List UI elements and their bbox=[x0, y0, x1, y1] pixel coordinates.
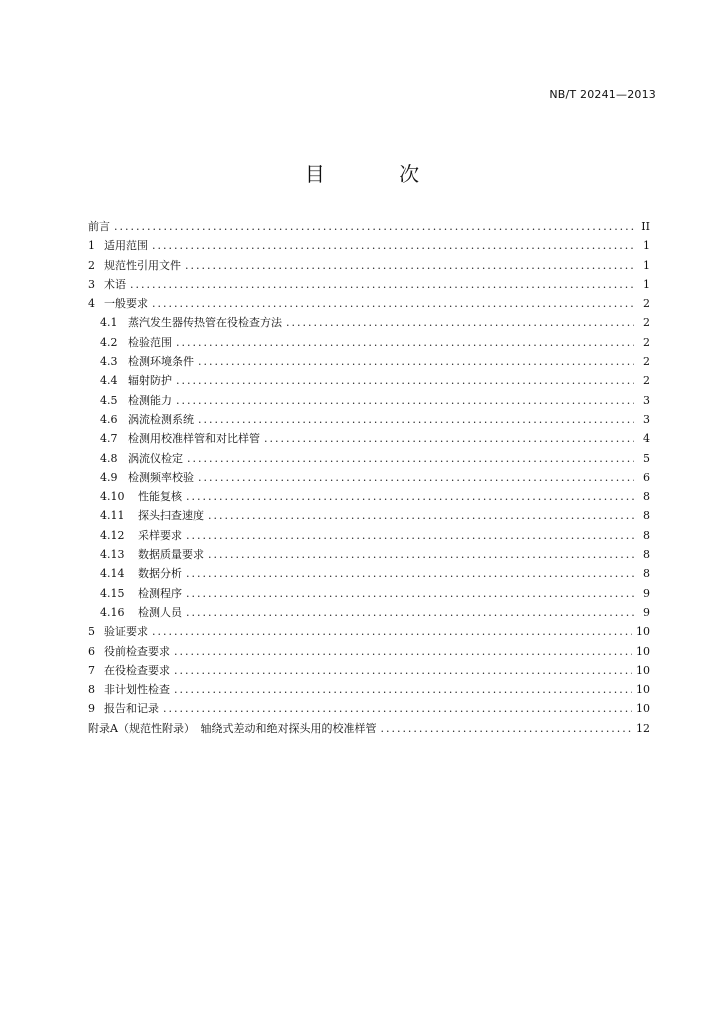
toc-entry-label: 一般要求 bbox=[104, 297, 148, 311]
toc-entry-number: 2 bbox=[88, 258, 95, 272]
toc-leader-dots bbox=[208, 509, 634, 522]
toc-entry-number: 4.14 bbox=[100, 567, 125, 581]
toc-leader-dots bbox=[286, 316, 634, 329]
toc-entry-label: 涡流检测系统 bbox=[128, 412, 194, 426]
toc-entry[interactable] bbox=[88, 488, 650, 507]
toc-entry-number: 5 bbox=[88, 625, 95, 639]
toc-entry-label: 前言 bbox=[88, 220, 110, 233]
toc-entry[interactable] bbox=[88, 604, 650, 623]
toc-entry-page: 3 bbox=[643, 412, 650, 426]
toc-entry[interactable] bbox=[88, 527, 650, 546]
toc-leader-dots bbox=[152, 239, 634, 252]
toc-entry-label: 在役检查要求 bbox=[104, 663, 170, 677]
toc-entry-page: 12 bbox=[636, 721, 650, 735]
toc-entry[interactable] bbox=[88, 469, 650, 488]
toc-entry[interactable] bbox=[88, 257, 650, 276]
toc-entry-number: 4.16 bbox=[100, 605, 125, 619]
toc-entry-page: 4 bbox=[643, 432, 650, 446]
toc-leader-dots bbox=[152, 297, 634, 310]
toc-entry[interactable] bbox=[88, 334, 650, 353]
toc-entry-page: 9 bbox=[643, 605, 650, 619]
toc-entry[interactable] bbox=[88, 720, 650, 739]
toc-entry-label: 检测程序 bbox=[138, 586, 182, 600]
toc-entry-label: 适用范围 bbox=[104, 239, 148, 253]
toc-entry-number: 8 bbox=[88, 683, 95, 697]
toc-entry-page: 6 bbox=[643, 470, 650, 484]
toc-leader-dots bbox=[186, 587, 634, 600]
toc-entry[interactable] bbox=[88, 623, 650, 642]
page-title: 目 次 bbox=[304, 162, 454, 186]
toc-entry[interactable] bbox=[88, 585, 650, 604]
toc-entry-number: 4.9 bbox=[100, 470, 118, 484]
toc-entry-label: 辐射防护 bbox=[128, 374, 172, 388]
toc-entry[interactable] bbox=[88, 372, 650, 391]
toc-leader-dots bbox=[186, 567, 634, 580]
toc-entry-page: 1 bbox=[643, 277, 650, 291]
toc-leader-dots bbox=[198, 355, 634, 368]
toc-entry-label: 检测人员 bbox=[138, 605, 182, 619]
toc-entry[interactable] bbox=[88, 314, 650, 333]
toc-leader-dots bbox=[185, 259, 634, 272]
toc-entry-number: 3 bbox=[88, 277, 95, 291]
toc-leader-dots bbox=[176, 394, 634, 407]
toc-entry[interactable] bbox=[88, 218, 650, 237]
toc-leader-dots bbox=[174, 683, 632, 696]
toc-entry-label: 报告和记录 bbox=[104, 702, 159, 716]
toc-entry-page: 2 bbox=[643, 355, 650, 369]
toc-leader-dots bbox=[176, 336, 634, 349]
toc-leader-dots bbox=[208, 548, 634, 561]
toc-leader-dots bbox=[114, 220, 634, 233]
toc-entry-page: 3 bbox=[643, 393, 650, 407]
toc-entry-label: 检测用校准样管和对比样管 bbox=[128, 432, 260, 446]
toc-entry-number: 4.12 bbox=[100, 528, 125, 542]
toc-entry-number: 4.5 bbox=[100, 393, 118, 407]
toc-leader-dots bbox=[186, 490, 634, 503]
toc-entry-label: 数据分析 bbox=[138, 567, 182, 581]
toc-entry-page: 8 bbox=[643, 528, 650, 542]
toc-entry-page: 10 bbox=[636, 644, 650, 658]
toc-entry[interactable] bbox=[88, 295, 650, 314]
toc-entry[interactable] bbox=[88, 450, 650, 469]
toc-entry[interactable] bbox=[88, 392, 650, 411]
toc-entry[interactable] bbox=[88, 565, 650, 584]
toc-leader-dots bbox=[130, 278, 634, 291]
toc-entry[interactable] bbox=[88, 643, 650, 662]
toc-entry[interactable] bbox=[88, 507, 650, 526]
toc-leader-dots bbox=[264, 432, 634, 445]
toc-entry-page: II bbox=[641, 220, 650, 233]
toc-leader-dots bbox=[174, 664, 632, 677]
toc-leader-dots bbox=[176, 374, 634, 387]
toc-entry-number: 4 bbox=[88, 297, 95, 311]
toc-entry-label: 性能复核 bbox=[138, 490, 182, 504]
toc-leader-dots bbox=[186, 529, 634, 542]
toc-entry-label: 附录A（规范性附录） 轴绕式差动和绝对探头用的校准样管 bbox=[88, 721, 377, 735]
toc-entry-page: 2 bbox=[643, 335, 650, 349]
toc-entry-label: 检测能力 bbox=[128, 393, 172, 407]
toc-entry-label: 探头扫查速度 bbox=[138, 509, 204, 523]
toc-entry-page: 8 bbox=[643, 567, 650, 581]
toc-entry-number: 6 bbox=[88, 644, 95, 658]
toc-entry-number: 4.15 bbox=[100, 586, 125, 600]
toc-leader-dots bbox=[174, 645, 632, 658]
toc-entry-number: 4.4 bbox=[100, 374, 118, 388]
toc-entry-label: 术语 bbox=[104, 277, 126, 291]
toc-leader-dots bbox=[198, 471, 634, 484]
toc-entry[interactable] bbox=[88, 276, 650, 295]
toc-entry-page: 8 bbox=[643, 509, 650, 523]
toc-entry-page: 10 bbox=[636, 683, 650, 697]
toc-entry-page: 2 bbox=[643, 316, 650, 330]
toc-entry-label: 检测频率校验 bbox=[128, 470, 194, 484]
toc-leader-dots bbox=[186, 606, 634, 619]
toc-entry-page: 1 bbox=[643, 258, 650, 272]
toc-entry-label: 蒸汽发生器传热管在役检查方法 bbox=[128, 316, 282, 330]
toc-entry-number: 4.8 bbox=[100, 451, 118, 465]
toc-entry-page: 2 bbox=[643, 297, 650, 311]
toc-entry-number: 4.11 bbox=[100, 509, 125, 523]
toc-entry-label: 役前检查要求 bbox=[104, 644, 170, 658]
toc-entry-label: 检验范围 bbox=[128, 335, 172, 349]
toc-leader-dots bbox=[152, 625, 632, 638]
toc-entry-page: 8 bbox=[643, 548, 650, 562]
toc-leader-dots bbox=[187, 452, 634, 465]
toc-entry[interactable] bbox=[88, 700, 650, 719]
toc-entry[interactable] bbox=[88, 411, 650, 430]
toc-entry-number: 9 bbox=[88, 702, 95, 716]
toc-entry-number: 4.3 bbox=[100, 355, 118, 369]
toc-entry-label: 采样要求 bbox=[138, 528, 182, 542]
toc-entry-number: 7 bbox=[88, 663, 95, 677]
toc-entry-page: 10 bbox=[636, 625, 650, 639]
toc-entry[interactable] bbox=[88, 430, 650, 449]
toc-entry-number: 4.10 bbox=[100, 490, 125, 504]
toc-entry-page: 5 bbox=[643, 451, 650, 465]
table-of-contents bbox=[88, 218, 650, 739]
toc-entry-page: 1 bbox=[643, 239, 650, 253]
toc-entry-number: 4.6 bbox=[100, 412, 118, 426]
toc-entry-page: 10 bbox=[636, 663, 650, 677]
toc-entry-number: 4.2 bbox=[100, 335, 118, 349]
toc-entry-label: 非计划性检查 bbox=[104, 683, 170, 697]
toc-entry-label: 验证要求 bbox=[104, 625, 148, 639]
toc-entry[interactable] bbox=[88, 681, 650, 700]
toc-entry-label: 数据质量要求 bbox=[138, 548, 204, 562]
document-code-header: NB/T 20241—2013 bbox=[549, 88, 656, 101]
toc-entry[interactable] bbox=[88, 546, 650, 565]
toc-entry-page: 10 bbox=[636, 702, 650, 716]
toc-leader-dots bbox=[380, 722, 632, 735]
toc-entry-number: 4.13 bbox=[100, 548, 125, 562]
toc-leader-dots bbox=[198, 413, 634, 426]
toc-entry-number: 4.1 bbox=[100, 316, 118, 330]
toc-entry-page: 2 bbox=[643, 374, 650, 388]
toc-entry[interactable] bbox=[88, 353, 650, 372]
toc-entry-label: 规范性引用文件 bbox=[104, 258, 181, 272]
toc-entry[interactable] bbox=[88, 662, 650, 681]
toc-entry-number: 1 bbox=[88, 239, 95, 253]
toc-entry-label: 检测环境条件 bbox=[128, 355, 194, 369]
toc-entry-label: 涡流仪检定 bbox=[128, 451, 183, 465]
toc-entry-page: 8 bbox=[643, 490, 650, 504]
toc-entry[interactable] bbox=[88, 237, 650, 256]
toc-entry-number: 4.7 bbox=[100, 432, 118, 446]
toc-leader-dots bbox=[163, 702, 632, 715]
toc-entry-page: 9 bbox=[643, 586, 650, 600]
